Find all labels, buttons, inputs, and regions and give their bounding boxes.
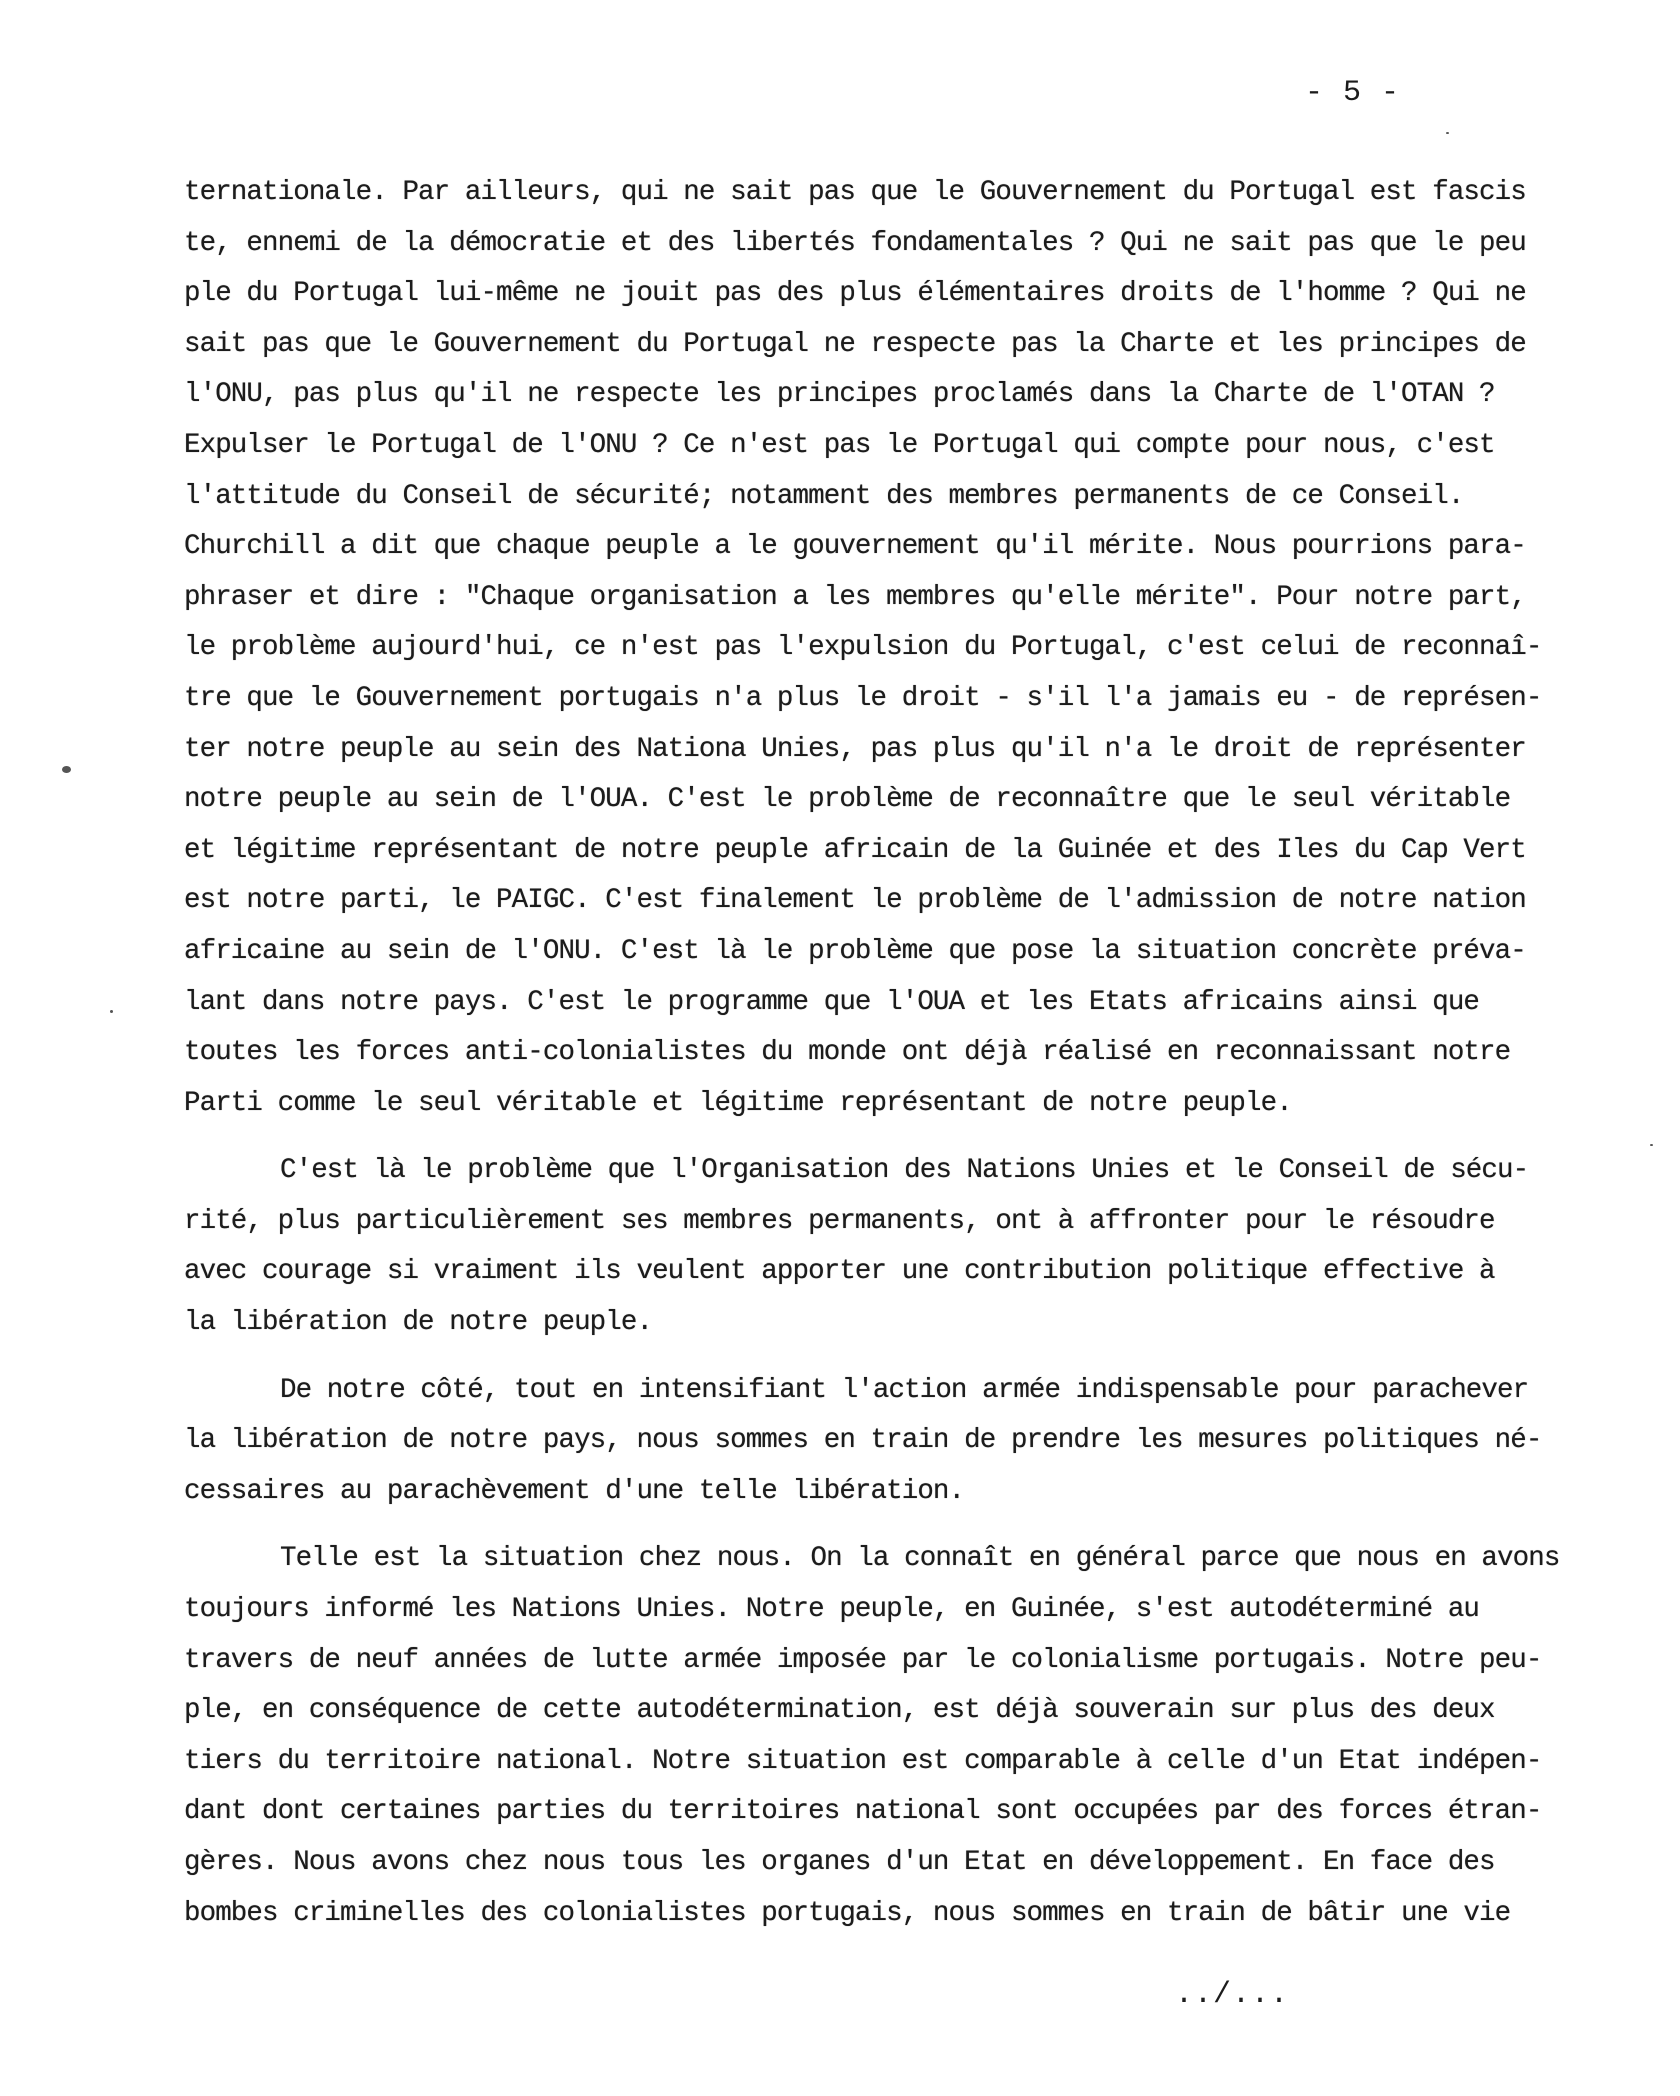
paragraph-3 — [184, 1366, 1594, 1518]
text-line: ternationale. Par ailleurs, qui ne sait pas que le Gouvernement du Portugal est fascis — [184, 177, 1526, 208]
text-line: bombes criminelles des colonialistes portugais, nous sommes en train de bâtir une vie — [184, 1897, 1511, 1929]
paragraph-spacing — [184, 1349, 1594, 1366]
continuation-marker: ../... — [1175, 1978, 1290, 2012]
text-line: tre que le Gouvernement portugais n'a plus le droit - s'il l'a jamais eu - de représen- — [184, 682, 1542, 714]
scan-speck — [110, 1010, 113, 1013]
text-line: avec courage si vraiment ils veulent apporter une contribution politique effective à — [184, 1256, 1495, 1288]
text-line: l'ONU, pas plus qu'il ne respecte les principes proclamés dans la Charte de l'OTAN ? — [184, 379, 1495, 411]
text-line: africaine au sein de l'ONU. C'est là le problème que pose la situation concrète préva- — [184, 935, 1526, 967]
paragraph-spacing — [184, 1129, 1594, 1146]
text-line: tiers du territoire national. Notre situation est comparable à celle d'un Etat indépen- — [184, 1745, 1542, 1777]
text-line: te, ennemi de la démocratie et des libertés fondamentales ? Qui ne sait pas que le peu — [184, 227, 1526, 259]
text-line: sait pas que le Gouvernement du Portugal ne respecte pas la Charte et les principes de — [184, 328, 1526, 360]
text-line: la libération de notre pays, nous sommes en train de prendre les mesures politiques né- — [184, 1425, 1542, 1457]
text-line: rité, plus particulièrement ses membres permanents, ont à affronter pour le résoudre — [184, 1205, 1495, 1237]
text-line: le problème aujourd'hui, ce n'est pas l'expulsion du Portugal, c'est celui de reconnaî- — [184, 632, 1542, 664]
text-line: Churchill a dit que chaque peuple a le gouvernement qu'il mérite. Nous pourrions para- — [184, 531, 1526, 563]
paragraph-4 — [184, 1534, 1594, 1939]
text-line: travers de neuf années de lutte armée imposée par le colonialisme portugais. Notre peu- — [184, 1644, 1542, 1676]
text-line: et légitime représentant de notre peuple africain de la Guinée et des Iles du Cap Vert — [184, 834, 1526, 866]
text-line: Telle est la situation chez nous. On la connaît en général parce que nous en avons — [280, 1543, 1560, 1575]
text-line: Expulser le Portugal de l'ONU ? Ce n'est pas le Portugal qui compte pour nous, c'est — [184, 429, 1495, 461]
text-line: cessaires au parachèvement d'une telle libération. — [184, 1475, 965, 1507]
text-line: dant dont certaines parties du territoires national sont occupées par des forces étran- — [184, 1796, 1542, 1828]
page-number: - 5 - — [1305, 76, 1401, 110]
text-line: ter notre peuple au sein des Nationa Unies, pas plus qu'il n'a le droit de représenter — [184, 733, 1526, 765]
text-line: C'est là le problème que l'Organisation des Nations Unies et le Conseil de sécu- — [280, 1155, 1529, 1187]
paragraph-spacing — [184, 1517, 1594, 1534]
paragraph-1 — [184, 168, 1594, 1129]
text-line: Parti comme le seul véritable et légitime représentant de notre peuple. — [184, 1087, 1292, 1119]
scan-speck — [1650, 1144, 1653, 1146]
text-line: notre peuple au sein de l'OUA. C'est le problème de reconnaître que le seul véritable — [184, 784, 1511, 816]
paragraph-2 — [184, 1146, 1594, 1348]
text-line: ple, en conséquence de cette autodétermination, est déjà souverain sur plus des deux — [184, 1695, 1495, 1727]
body-text — [184, 168, 1594, 1939]
scan-speck — [1446, 132, 1449, 134]
scan-speck — [62, 766, 71, 773]
text-line: l'attitude du Conseil de sécurité; notamment des membres permanents de ce Conseil. — [184, 480, 1464, 512]
text-line: lant dans notre pays. C'est le programme que l'OUA et les Etats africains ainsi que — [184, 986, 1480, 1018]
text-line: toujours informé les Nations Unies. Notre peuple, en Guinée, s'est autodéterminé au — [184, 1594, 1480, 1626]
text-line: De notre côté, tout en intensifiant l'action armée indispensable pour parachever — [280, 1374, 1529, 1406]
text-line: toutes les forces anti-colonialistes du monde ont déjà réalisé en reconnaissant notre — [184, 1037, 1511, 1069]
text-line: ple du Portugal lui-même ne jouit pas des plus élémentaires droits de l'homme ? Qui ne — [184, 278, 1526, 310]
text-line: phraser et dire : "Chaque organisation a les membres qu'elle mérite". Pour notre part, — [184, 581, 1526, 613]
text-line: la libération de notre peuple. — [184, 1307, 653, 1339]
text-line: est notre parti, le PAIGC. C'est finalement le problème de l'admission de notre nation — [184, 885, 1526, 917]
text-line: gères. Nous avons chez nous tous les organes d'un Etat en développement. En face des — [184, 1847, 1495, 1878]
